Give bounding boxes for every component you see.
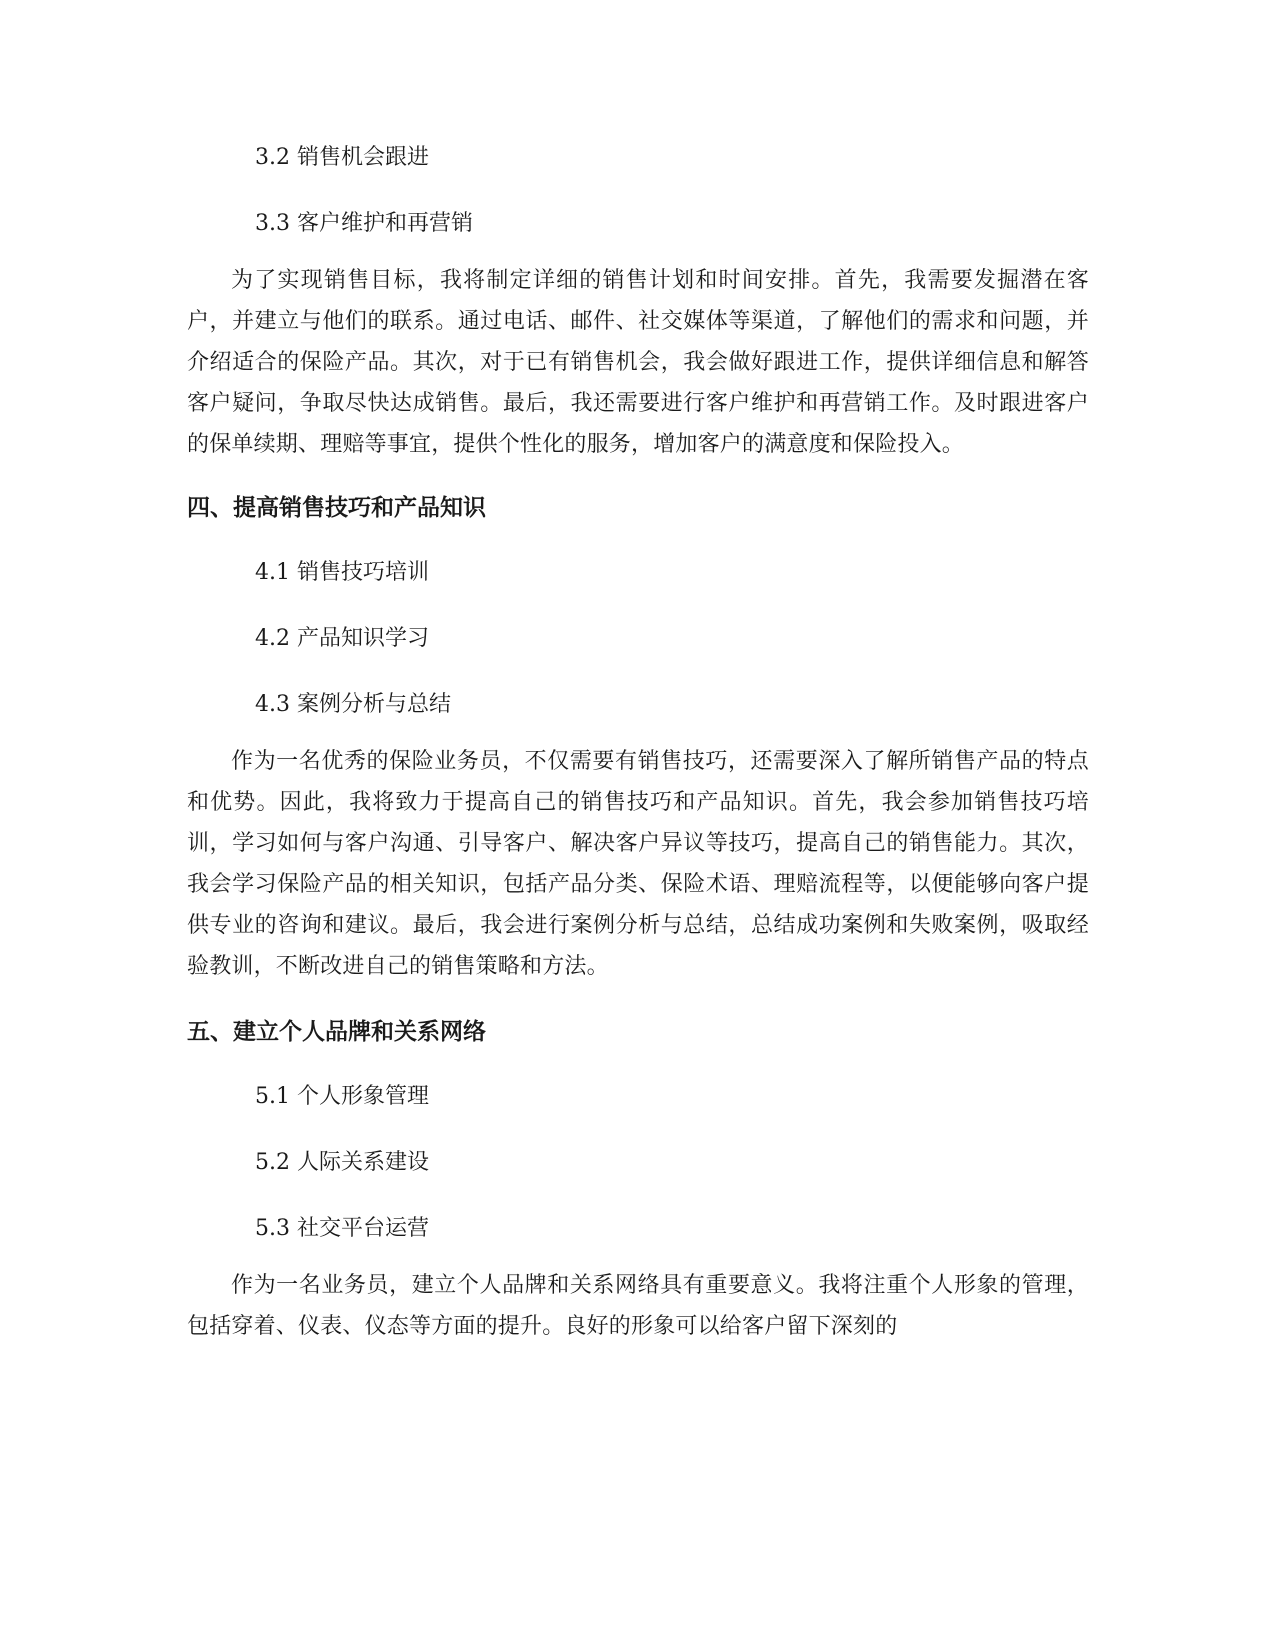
subsection-3-2: 3.2 销售机会跟进 — [255, 145, 429, 170]
document-body — [187, 142, 1089, 1347]
section-3-paragraph: 为了实现销售目标，我将制定详细的销售计划和时间安排。首先，我需要发掘潜在客户，并建立与他们的联系。通过电话、邮件、社交媒体等渠道，了解他们的需求和问题，并介绍适合的保险产品。其次，对于已有销售机会，我会做好跟进工作，提供详细信息和解答客户疑问，争取尽快达成销售。最后，我还需要进行客户维护和再营销工作。及时跟进客户的保单续期、理赔等事宜，提供个性化的服务，增加客户的满意度和保险投入。 — [187, 268, 1089, 457]
subsection-3-3: 3.3 客户维护和再营销 — [255, 211, 473, 236]
subsection-4-1: 4.1 销售技巧培训 — [255, 560, 429, 585]
subsection-5-2: 5.2 人际关系建设 — [255, 1150, 429, 1175]
subsection-5-3: 5.3 社交平台运营 — [255, 1216, 429, 1241]
subsection-4-3: 4.3 案例分析与总结 — [255, 692, 451, 717]
section-4-heading: 四、提高销售技巧和产品知识 — [187, 495, 486, 521]
subsection-5-1: 5.1 个人形象管理 — [255, 1084, 429, 1109]
section-5-paragraph: 作为一名业务员，建立个人品牌和关系网络具有重要意义。我将注重个人形象的管理，包括穿着、仪表、仪态等方面的提升。良好的形象可以给客户留下深刻的 — [187, 1273, 1089, 1339]
section-5-heading: 五、建立个人品牌和关系网络 — [187, 1019, 486, 1045]
subsection-4-2: 4.2 产品知识学习 — [255, 626, 429, 651]
section-4-paragraph: 作为一名优秀的保险业务员，不仅需要有销售技巧，还需要深入了解所销售产品的特点和优势。因此，我将致力于提高自己的销售技巧和产品知识。首先，我会参加销售技巧培训，学习如何与客户沟通、引导客户、解决客户异议等技巧，提高自己的销售能力。其次，我会学习保险产品的相关知识，包括产品分类、保险术语、理赔流程等，以便能够向客户提供专业的咨询和建议。最后，我会进行案例分析与总结，总结成功案例和失败案例，吸取经验教训，不断改进自己的销售策略和方法。 — [187, 749, 1089, 979]
